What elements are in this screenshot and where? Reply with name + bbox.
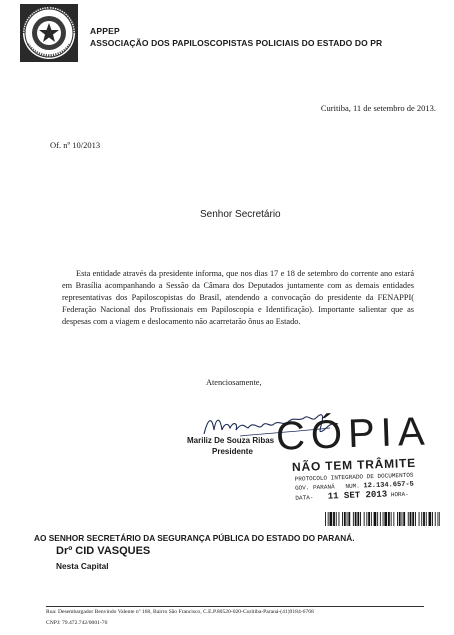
barcode-bar <box>336 512 337 526</box>
barcode-bar <box>435 512 436 526</box>
barcode-bar <box>423 512 425 526</box>
barcode-bar <box>342 512 343 526</box>
recipient-name: Drº CID VASQUES <box>56 545 151 557</box>
barcode-bar <box>368 512 370 526</box>
barcode-bar <box>397 512 398 526</box>
letter-body: Esta entidade através da presidente informa, que nos dias 17 e 18 de setembro do corrente ano estará em Brasília acompanhando a Sessão da Câmara dos Deputados juntamente com as demais entidades representativas dos Papiloscopistas do Brasil, atendendo a convocação do presidente da FENAPPI( Federação Nacional dos Profissionais em Papiloscopia e Identificação). Importante salientar que as despesas com a viagem e deslocamento não acarretarão ônus ao Estado. <box>62 269 414 326</box>
barcode-bar <box>333 512 335 526</box>
barcode-bar <box>438 512 439 526</box>
barcode-bar <box>380 512 381 526</box>
signer-role: Presidente <box>212 447 253 456</box>
document-reference-number: Of. nº 10/2013 <box>50 140 101 150</box>
protocol-date-label: DATA- <box>295 494 314 502</box>
footer-address: Rua: Desembargador Benvindo Valente nº 168, Bairro São Francisco, C.E.P.80520-020-Curitiba-Paraná-(41)9184-6768 <box>46 609 314 615</box>
barcode-bar <box>426 512 427 526</box>
barcode-bar <box>393 512 394 526</box>
barcode-bar <box>415 512 416 526</box>
barcode-bar <box>388 512 390 526</box>
barcode-bar <box>403 512 405 526</box>
barcode-bar <box>328 512 329 526</box>
no-procedure-stamp: NÃO TEM TRÂMITE <box>291 455 417 475</box>
barcode-bar <box>384 512 387 526</box>
protocol-number: 12.134.657-5 <box>363 480 414 491</box>
barcode-bar <box>377 512 378 526</box>
copy-stamp: CÓPIA <box>275 409 432 459</box>
barcode-bar <box>429 512 432 526</box>
barcode-bar <box>348 512 350 526</box>
signer-name: Mariliz De Souza Ribas <box>187 436 275 445</box>
barcode-bar <box>402 512 403 526</box>
association-seal-logo <box>20 4 78 62</box>
barcode-bar <box>432 512 433 526</box>
barcode-bar <box>391 512 392 526</box>
barcode-bar <box>399 512 401 526</box>
salutation: Senhor Secretário <box>200 209 281 220</box>
protocol-date: 11 SET 2013 <box>327 489 388 502</box>
document-date: Curitiba, 11 de setembro de 2013. <box>320 103 436 113</box>
barcode-bar <box>408 512 409 526</box>
barcode-bar <box>353 512 354 526</box>
protocol-title: PROTOCOLO INTEGRADO DE DOCUMENTOS <box>294 471 414 483</box>
barcode-bar <box>360 512 361 526</box>
header-organization-name: ASSOCIAÇÃO DOS PAPILOSCOPISTAS POLICIAIS DO ESTADO DO PR <box>90 38 383 48</box>
protocol-barcode <box>325 512 440 526</box>
barcode-bar <box>421 512 422 526</box>
barcode-bar <box>325 512 326 526</box>
protocol-num-label: NUM. <box>345 482 360 490</box>
closing: Atenciosamente, <box>206 378 262 387</box>
barcode-bar <box>347 512 348 526</box>
barcode-bar <box>364 512 365 526</box>
header-acronym: APPEP <box>90 26 120 36</box>
footer-cnpj: CNPJ: 79.472.742/0001-70 <box>46 620 108 626</box>
protocol-hour-label: HORA- <box>390 490 409 499</box>
protocol-gov: GOV. PARANÁ <box>294 483 335 492</box>
footer-divider <box>46 606 424 607</box>
barcode-bar <box>355 512 357 526</box>
barcode-bar <box>419 512 420 526</box>
recipient-place: Nesta Capital <box>56 561 109 571</box>
recipient-line: AO SENHOR SECRETÁRIO DA SEGURANÇA PÚBLICA DO ESTADO DO PARANÁ. <box>34 533 355 543</box>
protocol-stamp <box>295 469 451 502</box>
barcode-bar <box>383 512 384 526</box>
barcode-bar <box>371 512 372 526</box>
barcode-bar <box>339 512 340 526</box>
barcode-bar <box>366 512 367 526</box>
barcode-bar <box>330 512 333 526</box>
barcode-bar <box>374 512 377 526</box>
barcode-bar <box>410 512 412 526</box>
barcode-bar <box>439 512 440 526</box>
barcode-bar <box>344 512 346 526</box>
barcode-bar <box>357 512 359 526</box>
barcode-bar <box>412 512 414 526</box>
